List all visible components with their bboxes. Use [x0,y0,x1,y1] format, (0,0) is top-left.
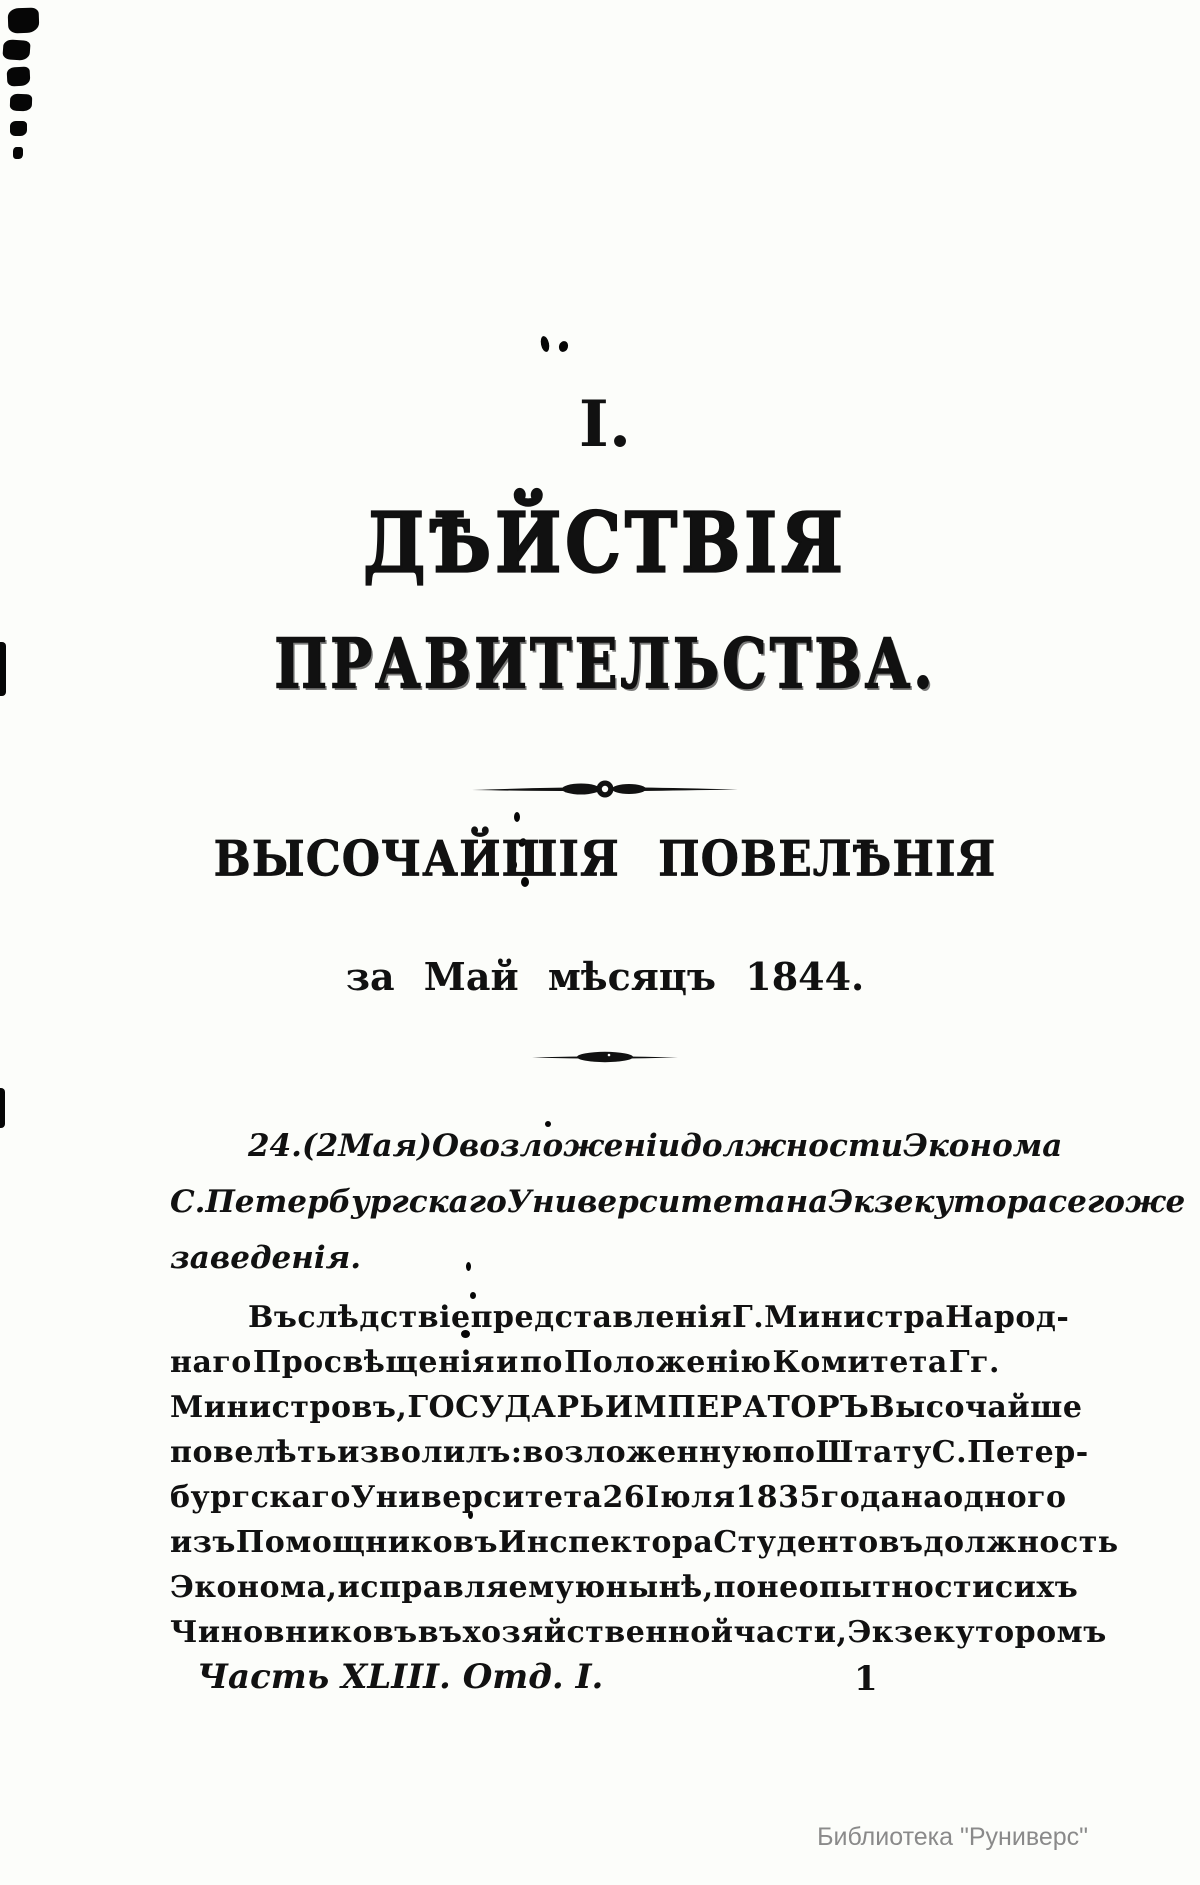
body-text-line: Министровъ, ГОСУДАРЬ ИМПЕРАТОРЪ Высочайше [170,1390,1083,1425]
ink-speck [558,340,570,353]
body-text-line: повелѣть изволилъ: возложенную по Штату С. Петер- [170,1435,1089,1470]
ink-speck [539,335,550,352]
ink-blot [10,94,33,112]
section-number: I. [578,387,632,462]
decree-heading-line: заведенія. [170,1240,362,1276]
page-number: 1 [854,1659,878,1699]
decree-heading [170,1128,1186,1296]
body-text-line: бургскаго Университета 26 Іюля 1835 года на одного [170,1480,1067,1515]
ink-blot [2,39,30,61]
edge-streak [0,1088,5,1128]
masthead-title-line1: ДѢЙСТВІЯ [363,493,847,592]
decree-body-paragraph [170,1300,1119,1660]
decree-heading-line: 24. (2 Мая) О возложеніи должности Эконома [248,1128,1063,1164]
body-text-line: наго Просвѣщенія и по Положенію Комитета Гг. [170,1345,1000,1380]
ink-speck [545,1121,551,1127]
masthead-title-line2: ПРАВИТЕЛЬСТВА. [274,623,936,705]
body-text-line: Чиновниковъ въ хозяйственной части, Экзекуторомъ [170,1615,1107,1650]
body-text-line: Въ слѣдствіе представленія Г. Министра Народ- [248,1300,1070,1335]
ink-blot [8,7,40,33]
body-text-line: изъ Помощниковъ Инспектора Студентовъ должность [170,1525,1119,1560]
ink-blot [13,147,23,159]
ink-blot [10,121,27,136]
decree-heading-line: С. Петербургскаго Университета на Экзекутора сего же [170,1184,1186,1220]
edge-streak [0,642,6,696]
divider-ornament-with-ring-icon [470,778,740,800]
library-watermark: Библиотека "Руниверс" [817,1823,1088,1851]
ink-blot [7,66,31,86]
body-text-line: Эконома, исправляемую нынѣ, по неопытности сихъ [170,1570,1079,1605]
imperial-orders-heading: ВЫСОЧАЙШІЯ ПОВЕЛѢНІЯ [213,831,997,888]
period-heading: за Май мѣсяцъ 1844. [345,954,865,999]
divider-ornament-icon [530,1050,680,1064]
volume-signature: Часть XLIII. Отд. I. [197,1657,604,1697]
ink-speck [514,812,520,822]
